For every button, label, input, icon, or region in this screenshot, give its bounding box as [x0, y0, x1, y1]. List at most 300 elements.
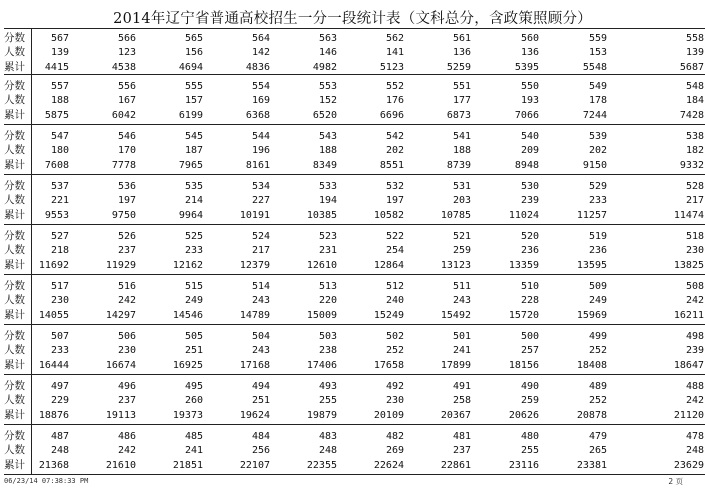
table-cell: 12864	[373, 259, 404, 271]
table-cell: 23381	[576, 459, 607, 471]
table-cell: 230	[117, 345, 136, 357]
cumulative-row	[4, 408, 705, 424]
table-cell: 240	[385, 295, 404, 307]
table-cell: 153	[588, 47, 607, 59]
table-cell: 248	[685, 445, 704, 457]
row-label: 分数	[4, 430, 25, 442]
table-cell: 518	[685, 231, 704, 242]
table-cell: 230	[685, 245, 704, 257]
table-cell: 22624	[373, 459, 404, 471]
score-group	[4, 325, 705, 375]
table-cell: 22355	[306, 459, 337, 471]
table-cell: 13359	[508, 259, 539, 271]
row-label: 人数	[4, 444, 25, 457]
table-cell: 5123	[379, 61, 404, 73]
table-cell: 217	[685, 195, 704, 207]
table-cell: 238	[318, 345, 337, 357]
table-cell: 5875	[44, 109, 69, 121]
table-cell: 242	[117, 445, 136, 457]
table-cell: 513	[318, 281, 337, 292]
table-cell: 530	[520, 181, 539, 192]
table-cell: 265	[588, 445, 607, 457]
table-cell: 167	[117, 95, 136, 107]
row-label: 人数	[4, 194, 25, 207]
table-cell: 543	[318, 131, 337, 142]
table-cell: 541	[452, 131, 471, 142]
score-group	[4, 175, 705, 225]
row-label: 分数	[4, 230, 25, 242]
table-cell: 4538	[111, 61, 136, 73]
table-cell: 12610	[306, 259, 337, 271]
table-cell: 565	[184, 33, 203, 44]
row-label: 人数	[4, 344, 25, 357]
label-divider	[31, 175, 32, 224]
table-cell: 249	[588, 295, 607, 307]
table-cell: 502	[385, 331, 404, 342]
label-divider	[31, 75, 32, 124]
row-label: 人数	[4, 394, 25, 407]
table-cell: 178	[588, 95, 607, 107]
table-cell: 242	[117, 295, 136, 307]
table-cell: 15249	[373, 309, 404, 321]
table-cell: 8739	[446, 159, 471, 171]
table-cell: 184	[685, 95, 704, 107]
label-divider	[31, 225, 32, 274]
table-cell: 545	[184, 131, 203, 142]
table-cell: 8161	[245, 159, 270, 171]
row-label: 累计	[4, 458, 25, 471]
table-cell: 237	[117, 245, 136, 257]
table-cell: 504	[251, 331, 270, 342]
table-cell: 491	[452, 381, 471, 392]
table-cell: 22107	[239, 459, 270, 471]
table-cell: 182	[685, 145, 704, 157]
table-cell: 8551	[379, 159, 404, 171]
table-cell: 9750	[111, 209, 136, 221]
table-cell: 499	[588, 331, 607, 342]
table-cell: 482	[385, 431, 404, 442]
table-cell: 252	[588, 395, 607, 407]
table-cell: 533	[318, 181, 337, 192]
table-cell: 18156	[508, 359, 539, 371]
page-number-value: 2	[668, 477, 674, 486]
table-cell: 177	[452, 95, 471, 107]
table-cell: 12162	[172, 259, 203, 271]
table-cell: 566	[117, 33, 136, 44]
table-cell: 483	[318, 431, 337, 442]
table-cell: 547	[50, 131, 69, 142]
table-cell: 202	[385, 145, 404, 157]
table-cell: 6199	[178, 109, 203, 121]
score-row	[4, 31, 705, 46]
table-cell: 123	[117, 47, 136, 59]
table-cell: 564	[251, 33, 270, 44]
table-cell: 188	[318, 145, 337, 157]
label-divider	[31, 125, 32, 174]
table-cell: 236	[520, 245, 539, 257]
table-cell: 20367	[440, 409, 471, 421]
label-divider	[31, 325, 32, 374]
table-cell: 256	[251, 445, 270, 457]
table-cell: 8349	[312, 159, 337, 171]
table-cell: 537	[50, 181, 69, 192]
row-label: 累计	[4, 408, 25, 421]
table-cell: 188	[452, 145, 471, 157]
table-cell: 500	[520, 331, 539, 342]
table-cell: 555	[184, 81, 203, 92]
table-cell: 538	[685, 131, 704, 142]
print-timestamp: 06/23/14 07:38:33 PM	[4, 477, 89, 485]
row-label: 累计	[4, 208, 25, 221]
row-label: 分数	[4, 380, 25, 392]
table-cell: 23116	[508, 459, 539, 471]
table-cell: 8948	[514, 159, 539, 171]
table-cell: 16211	[673, 309, 704, 321]
table-cell: 221	[50, 195, 69, 207]
table-cell: 142	[251, 47, 270, 59]
table-cell: 561	[452, 33, 471, 44]
label-divider	[31, 375, 32, 424]
page-number-unit: 页	[675, 477, 683, 486]
table-cell: 237	[452, 445, 471, 457]
table-cell: 4694	[178, 61, 203, 73]
table-cell: 20626	[508, 409, 539, 421]
table-cell: 251	[251, 395, 270, 407]
table-cell: 546	[117, 131, 136, 142]
row-label: 分数	[4, 32, 25, 44]
table-cell: 15720	[508, 309, 539, 321]
table-cell: 496	[117, 381, 136, 392]
table-cell: 511	[452, 281, 471, 292]
table-cell: 519	[588, 231, 607, 242]
row-label: 累计	[4, 358, 25, 371]
table-cell: 202	[588, 145, 607, 157]
table-cell: 257	[520, 345, 539, 357]
table-cell: 493	[318, 381, 337, 392]
table-cell: 136	[520, 47, 539, 59]
table-cell: 525	[184, 231, 203, 242]
table-cell: 259	[452, 245, 471, 257]
table-cell: 7244	[582, 109, 607, 121]
row-label: 累计	[4, 60, 25, 73]
table-cell: 17406	[306, 359, 337, 371]
table-cell: 539	[588, 131, 607, 142]
table-cell: 553	[318, 81, 337, 92]
table-cell: 146	[318, 47, 337, 59]
table-cell: 11929	[105, 259, 136, 271]
table-cell: 494	[251, 381, 270, 392]
table-cell: 9964	[178, 209, 203, 221]
table-cell: 517	[50, 281, 69, 292]
table-cell: 548	[685, 81, 704, 92]
cumulative-row	[4, 358, 705, 374]
row-label: 人数	[4, 144, 25, 157]
table-cell: 544	[251, 131, 270, 142]
cumulative-row	[4, 458, 705, 474]
table-cell: 497	[50, 381, 69, 392]
table-cell: 180	[50, 145, 69, 157]
table-cell: 531	[452, 181, 471, 192]
label-divider	[31, 275, 32, 324]
table-cell: 478	[685, 431, 704, 442]
table-cell: 227	[251, 195, 270, 207]
page-title: 2014年辽宁省普通高校招生一分一段统计表（文科总分，含政策照顾分）	[113, 11, 592, 27]
cumulative-row	[4, 108, 705, 124]
table-cell: 157	[184, 95, 203, 107]
row-label: 累计	[4, 308, 25, 321]
table-cell: 260	[184, 395, 203, 407]
table-cell: 220	[318, 295, 337, 307]
table-cell: 562	[385, 33, 404, 44]
table-cell: 255	[318, 395, 337, 407]
table-cell: 4982	[312, 61, 337, 73]
table-cell: 241	[184, 445, 203, 457]
table-cell: 6368	[245, 109, 270, 121]
table-cell: 498	[685, 331, 704, 342]
table-cell: 487	[50, 431, 69, 442]
table-cell: 196	[251, 145, 270, 157]
table-cell: 520	[520, 231, 539, 242]
table-cell: 169	[251, 95, 270, 107]
table-cell: 249	[184, 295, 203, 307]
table-cell: 552	[385, 81, 404, 92]
table-cell: 14297	[105, 309, 136, 321]
table-cell: 242	[685, 395, 704, 407]
table-cell: 248	[50, 445, 69, 457]
table-cell: 21851	[172, 459, 203, 471]
table-cell: 510	[520, 281, 539, 292]
score-table	[4, 28, 705, 475]
table-cell: 516	[117, 281, 136, 292]
cumulative-row	[4, 308, 705, 324]
table-cell: 19373	[172, 409, 203, 421]
score-group	[4, 125, 705, 175]
table-cell: 15009	[306, 309, 337, 321]
table-cell: 139	[685, 47, 704, 59]
table-cell: 5259	[446, 61, 471, 73]
row-label: 累计	[4, 158, 25, 171]
table-cell: 512	[385, 281, 404, 292]
table-cell: 536	[117, 181, 136, 192]
table-cell: 480	[520, 431, 539, 442]
table-cell: 194	[318, 195, 337, 207]
table-cell: 12379	[239, 259, 270, 271]
table-cell: 5687	[679, 61, 704, 73]
table-cell: 535	[184, 181, 203, 192]
table-cell: 255	[520, 445, 539, 457]
table-cell: 4415	[44, 61, 69, 73]
table-cell: 228	[520, 295, 539, 307]
table-cell: 9150	[582, 159, 607, 171]
table-cell: 7066	[514, 109, 539, 121]
table-cell: 486	[117, 431, 136, 442]
table-cell: 540	[520, 131, 539, 142]
table-cell: 197	[117, 195, 136, 207]
table-cell: 188	[50, 95, 69, 107]
label-divider	[31, 29, 32, 74]
table-cell: 21368	[38, 459, 69, 471]
score-group	[4, 29, 705, 75]
table-cell: 495	[184, 381, 203, 392]
table-cell: 13123	[440, 259, 471, 271]
table-cell: 156	[184, 47, 203, 59]
table-cell: 19113	[105, 409, 136, 421]
table-cell: 522	[385, 231, 404, 242]
table-cell: 141	[385, 47, 404, 59]
table-cell: 170	[117, 145, 136, 157]
table-cell: 233	[588, 195, 607, 207]
table-cell: 542	[385, 131, 404, 142]
table-cell: 243	[251, 345, 270, 357]
table-cell: 567	[50, 33, 69, 44]
table-cell: 241	[452, 345, 471, 357]
table-cell: 528	[685, 181, 704, 192]
table-cell: 503	[318, 331, 337, 342]
row-label: 分数	[4, 330, 25, 342]
table-cell: 507	[50, 331, 69, 342]
table-cell: 14055	[38, 309, 69, 321]
table-cell: 243	[452, 295, 471, 307]
table-cell: 485	[184, 431, 203, 442]
table-cell: 479	[588, 431, 607, 442]
table-cell: 10582	[373, 209, 404, 221]
table-cell: 136	[452, 47, 471, 59]
table-cell: 229	[50, 395, 69, 407]
score-group	[4, 225, 705, 275]
table-cell: 15969	[576, 309, 607, 321]
table-cell: 484	[251, 431, 270, 442]
count-row	[4, 45, 705, 60]
table-cell: 254	[385, 245, 404, 257]
row-label: 分数	[4, 280, 25, 292]
table-cell: 557	[50, 81, 69, 92]
score-group	[4, 275, 705, 325]
table-cell: 5395	[514, 61, 539, 73]
row-label: 累计	[4, 108, 25, 121]
table-cell: 139	[50, 47, 69, 59]
table-cell: 197	[385, 195, 404, 207]
table-cell: 19879	[306, 409, 337, 421]
table-cell: 13825	[673, 259, 704, 271]
cumulative-row	[4, 60, 705, 75]
label-divider	[31, 425, 32, 474]
table-cell: 176	[385, 95, 404, 107]
table-cell: 506	[117, 331, 136, 342]
table-cell: 526	[117, 231, 136, 242]
table-cell: 558	[685, 33, 704, 44]
table-cell: 239	[520, 195, 539, 207]
table-cell: 243	[251, 295, 270, 307]
table-cell: 21120	[673, 409, 704, 421]
table-cell: 233	[50, 345, 69, 357]
table-cell: 22861	[440, 459, 471, 471]
table-cell: 218	[50, 245, 69, 257]
table-cell: 10785	[440, 209, 471, 221]
row-label: 人数	[4, 94, 25, 107]
table-cell: 11024	[508, 209, 539, 221]
table-cell: 248	[318, 445, 337, 457]
table-cell: 556	[117, 81, 136, 92]
row-label: 人数	[4, 294, 25, 307]
table-cell: 152	[318, 95, 337, 107]
table-cell: 529	[588, 181, 607, 192]
table-cell: 15492	[440, 309, 471, 321]
table-cell: 4836	[245, 61, 270, 73]
table-cell: 6042	[111, 109, 136, 121]
table-cell: 17899	[440, 359, 471, 371]
table-cell: 20878	[576, 409, 607, 421]
table-cell: 9553	[44, 209, 69, 221]
row-label: 人数	[4, 244, 25, 257]
table-cell: 10191	[239, 209, 270, 221]
table-cell: 7965	[178, 159, 203, 171]
table-cell: 203	[452, 195, 471, 207]
table-cell: 534	[251, 181, 270, 192]
table-cell: 233	[184, 245, 203, 257]
table-cell: 236	[588, 245, 607, 257]
table-cell: 11692	[38, 259, 69, 271]
table-cell: 16444	[38, 359, 69, 371]
row-label: 分数	[4, 180, 25, 192]
table-cell: 20109	[373, 409, 404, 421]
table-cell: 252	[385, 345, 404, 357]
table-cell: 13595	[576, 259, 607, 271]
table-cell: 258	[452, 395, 471, 407]
table-cell: 230	[50, 295, 69, 307]
table-cell: 18876	[38, 409, 69, 421]
table-cell: 269	[385, 445, 404, 457]
row-label: 累计	[4, 258, 25, 271]
page-number	[668, 476, 683, 487]
score-group	[4, 75, 705, 125]
table-cell: 16925	[172, 359, 203, 371]
score-group	[4, 425, 705, 475]
table-cell: 7428	[679, 109, 704, 121]
table-cell: 18408	[576, 359, 607, 371]
table-cell: 17658	[373, 359, 404, 371]
table-cell: 14789	[239, 309, 270, 321]
table-cell: 5548	[582, 61, 607, 73]
table-cell: 509	[588, 281, 607, 292]
table-cell: 554	[251, 81, 270, 92]
table-cell: 10385	[306, 209, 337, 221]
table-cell: 19624	[239, 409, 270, 421]
table-cell: 187	[184, 145, 203, 157]
table-cell: 559	[588, 33, 607, 44]
table-cell: 6696	[379, 109, 404, 121]
table-cell: 521	[452, 231, 471, 242]
row-label: 人数	[4, 46, 25, 59]
table-cell: 481	[452, 431, 471, 442]
table-cell: 230	[385, 395, 404, 407]
table-cell: 16674	[105, 359, 136, 371]
table-cell: 242	[685, 295, 704, 307]
row-label: 分数	[4, 130, 25, 142]
table-cell: 9332	[679, 159, 704, 171]
table-cell: 18647	[673, 359, 704, 371]
table-cell: 527	[50, 231, 69, 242]
cumulative-row	[4, 158, 705, 174]
cumulative-row	[4, 258, 705, 274]
table-cell: 549	[588, 81, 607, 92]
table-cell: 488	[685, 381, 704, 392]
table-cell: 7778	[111, 159, 136, 171]
table-cell: 11257	[576, 209, 607, 221]
table-cell: 237	[117, 395, 136, 407]
table-cell: 490	[520, 381, 539, 392]
table-cell: 193	[520, 95, 539, 107]
table-cell: 492	[385, 381, 404, 392]
